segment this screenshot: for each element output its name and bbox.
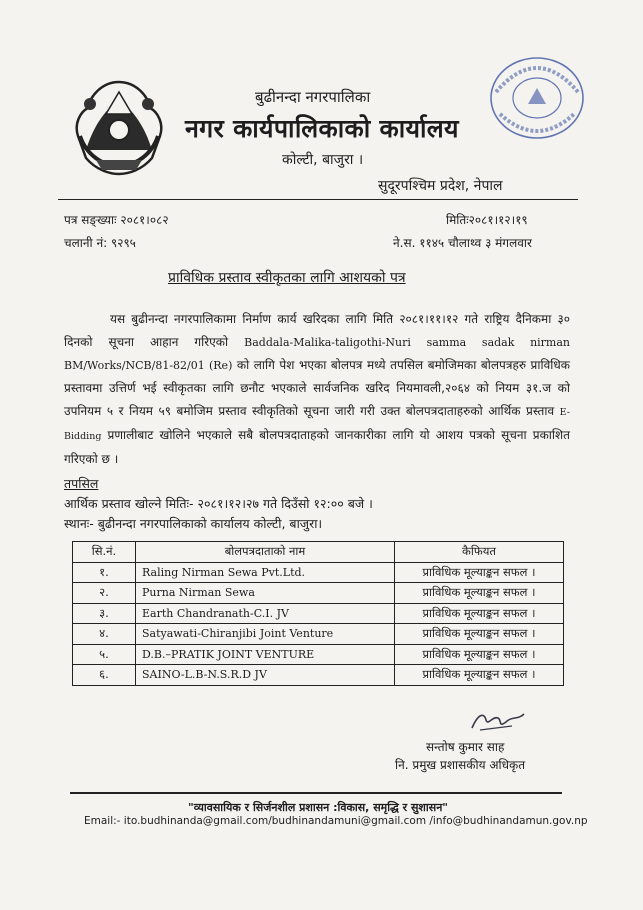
footer-motto: "व्यावसायिक र सिर्जनशील प्रशासन :विकास, समृद्धि र सुशासन" [188,801,449,814]
bidders-table [72,541,564,686]
row-bidder: Raling Nirman Sewa Pvt.Ltd. [136,562,395,583]
office-title: नगर कार्यपालिकाको कार्यालय [185,114,459,143]
row-bidder: D.B.–PRATIK JOINT VENTURE [136,644,395,665]
row-remarks: प्राविधिक मूल्याङ्कन सफल । [395,562,564,583]
letter-body [64,308,570,471]
row-bidder: SAINO-L.B-N.S.R.D JV [136,665,395,686]
body-text-2: को लागि पेश भएका बोलपत्र मध्ये तपसिल बमोजिमका बोलपत्रहरु प्राविधिक प्रस्तावमा उत्तिर्ण भई स्वीकृतका लागि छनौट भएकाले सार्वजनिक खरिद नियमावली,२०६४ को नियम ३१.ज को उपनियम ५ र नियम ५९ बमोजिम प्रस्ताव स्वीकृतिको सूचना जारी गरी उक्त बोलपत्रदाताहरुको आर्थिक प्रस्ताव [64,358,570,418]
table-row [73,665,564,686]
row-bidder: Satyawati-Chiranjibi Joint Venture [136,624,395,645]
office-seal-stamp [484,48,590,148]
province-line: सुदूरपश्चिम प्रदेश, नेपाल [378,178,503,194]
dispatch-number: चलानी नं: ९२९५ [64,236,136,250]
header-remarks: कैफियत [395,542,564,563]
table-row [73,562,564,583]
row-serial: ५. [73,644,136,665]
row-remarks: प्राविधिक मूल्याङ्कन सफल । [395,644,564,665]
municipality-name: बुढीनन्दा नगरपालिका [255,88,371,106]
row-serial: ४. [73,624,136,645]
table-row [73,603,564,624]
nepal-government-emblem [66,78,172,178]
opening-venue: स्थानः- बुढीनन्दा नगरपालिकाको कार्यालय कोल्टी, बाजुरा। [64,516,323,531]
table-row [73,644,564,665]
row-remarks: प्राविधिक मूल्याङ्कन सफल । [395,603,564,624]
row-remarks: प्राविधिक मूल्याङ्कन सफल । [395,624,564,645]
footer-divider [70,792,562,794]
letter-subject: प्राविधिक प्रस्ताव स्वीकृतका लागि आशयको पत्र [168,270,406,286]
body-text-1: यस बुढीनन्दा नगरपालिकामा निर्माण कार्य खरिदका लागि मिति २०८१।११।१२ गते राष्ट्रिय दैनिकमा ३० दिनको सूचना आहान गरिएको [64,312,570,349]
header-serial: सि.नं. [73,542,136,563]
letter-date: मितिः२०८१।१२।१९ [446,213,528,227]
signatory-name: सन्तोष कुमार साह [426,740,505,754]
row-serial: ६. [73,665,136,686]
details-heading: तपसिल [64,476,99,491]
header-bidder: बोलपत्रदाताको नाम [136,542,395,563]
nepal-era-date: ने.स. ११४५ चौलाथ्व ३ मंगलवार [393,236,532,250]
row-remarks: प्राविधिक मूल्याङ्कन सफल । [395,583,564,604]
project-name: Baddala-Malika-taligothi-Nuri samma sadak nirman BM/Works/NCB/81-82/01 (Re) [64,336,571,372]
header-divider [58,199,578,200]
opening-date: आर्थिक प्रस्ताव खोल्ने मितिः- २०८१।१२।२७ गते दिउँसो १२:०० बजे । [64,496,373,511]
row-remarks: प्राविधिक मूल्याङ्कन सफल । [395,665,564,686]
letter-number: पत्र सङ्ख्याः २०८१।०८२ [64,213,169,227]
table-row [73,624,564,645]
office-address: कोल्टी, बाजुरा । [282,152,364,168]
table-row [73,583,564,604]
handwritten-signature [468,708,528,734]
ebidding-term: E-Bidding [64,407,570,442]
table-header-row [73,542,564,563]
footer-email: Email:- ito.budhinanda@gmail.com/budhinandamuni@gmail.com /info@budhinandamun.gov.np [84,815,588,827]
row-serial: १. [73,562,136,583]
body-text-3: प्रणालीबाट खोलिने भएकाले सबै बोलपत्रदाताहको जानकारीका लागि यो आशय पत्रको सूचना प्रकाशित गरिएको छ । [64,428,570,466]
row-serial: ३. [73,603,136,624]
row-bidder: Earth Chandranath-C.I. JV [136,603,395,624]
row-bidder: Purna Nirman Sewa [136,583,395,604]
signatory-title: नि. प्रमुख प्रशासकीय अधिकृत [395,758,526,772]
row-serial: २. [73,583,136,604]
